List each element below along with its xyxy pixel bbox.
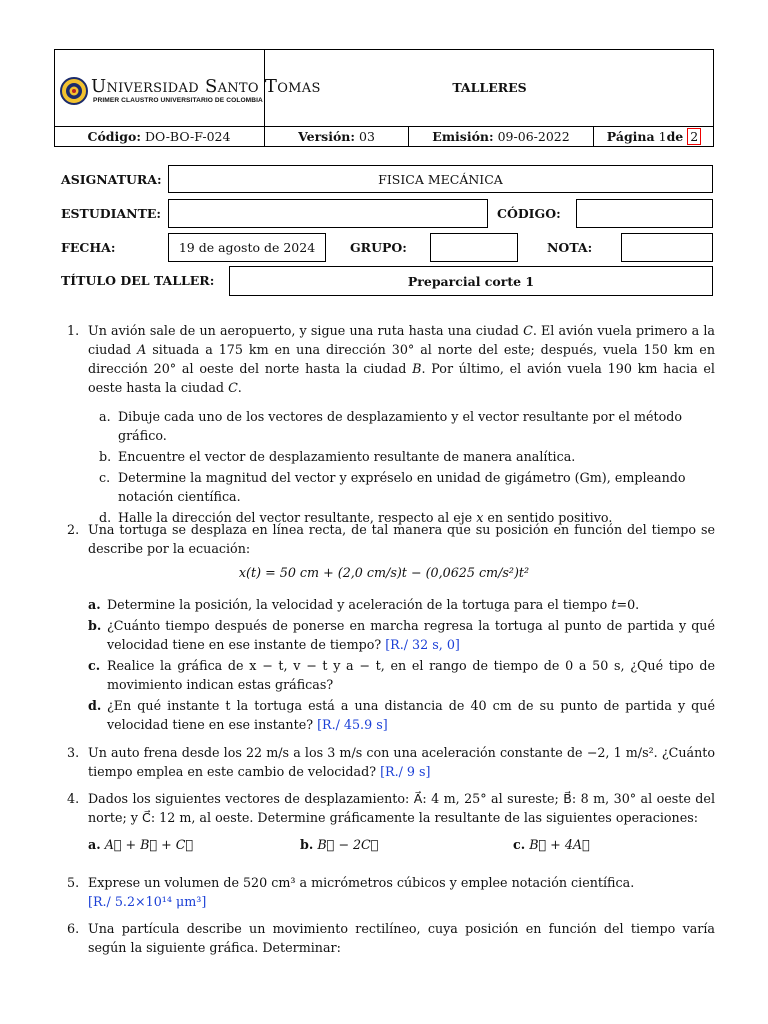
page-total: 2: [687, 128, 701, 145]
question-1-subitems: [99, 407, 715, 527]
question-3: 3. Un auto frena desde los 22 m/s a los 3 m/s con una aceleración constante de −2, 1 m/s². ¿Cuánto tiempo emplea en este cambio de velocidad? [R./ 9 s]: [67, 745, 715, 779]
list-item: a. Dibuje cada uno de los vectores de desplazamiento y el vector resultante por el método gráfico.: [99, 409, 682, 443]
question-4-op-c: c. B⃗ + 4A⃗: [513, 837, 590, 852]
estudiante-label: ESTUDIANTE:: [61, 206, 162, 221]
list-item: c. Determine la magnitud del vector y expréselo en unidad de gigámetro (Gm), empleando notación científica.: [99, 470, 686, 504]
titulo-field: Preparcial corte 1: [229, 266, 713, 296]
emision-cell: Emisión: 09-06-2022: [432, 129, 570, 144]
question-6: 6. Una partícula describe un movimiento rectilíneo, cuya posición en función del tiempo varía según la siguiente gráfica. Determinar:: [67, 921, 715, 955]
version-cell: Versión: 03: [298, 129, 375, 144]
fecha-label: FECHA:: [61, 240, 116, 255]
list-item: b. Encuentre el vector de desplazamiento resultante de manera analítica.: [99, 449, 576, 464]
list-item: b. ¿Cuánto tiempo después de ponerse en marcha regresa la tortuga al punto de partida y qué velocidad tiene en ese instante de tiempo? [R./ 32 s, 0]: [88, 618, 715, 652]
list-item: d. ¿En qué instante t la tortuga está a una distancia de 40 cm de su punto de partida y qué velocidad tiene en ese instante? [R./ 45.9 s]: [88, 698, 715, 732]
estudiante-field[interactable]: [168, 199, 488, 228]
nota-label: NOTA:: [547, 240, 593, 255]
university-name: Universidad Santo Tomas: [91, 76, 321, 97]
question-4-op-a: a. A⃗ + B⃗ + C⃗: [88, 837, 194, 852]
question-5: 5. Exprese un volumen de 520 cm³ a micrómetros cúbicos y emplee notación científica. [R./ 5.2×10¹⁴ μm³]: [67, 875, 635, 909]
grupo-field[interactable]: [430, 233, 518, 262]
question-1-text: Un avión sale de un aeropuerto, y sigue una ruta hasta una ciudad C. El avión vuela primero a la ciudad A situada a 175 km en una dirección 30° al norte del este; después, vuela 150 km en dirección 20° al oeste del norte hasta la ciudad B. Por último, el avión vuela 190 km hacia el oeste hasta la ciudad C.: [88, 323, 715, 395]
university-tagline: PRIMER CLAUSTRO UNIVERSITARIO DE COLOMBIA: [93, 97, 263, 104]
fecha-field: 19 de agosto de 2024: [168, 233, 326, 262]
asignatura-field: FISICA MECÁNICA: [168, 165, 713, 193]
grupo-label: GRUPO:: [350, 240, 407, 255]
question-2-equation: x(t) = 50 cm + (2,0 cm/s)t − (0,0625 cm/s²)t²: [238, 565, 530, 580]
question-4: 4. Dados los siguientes vectores de desplazamiento: A⃗: 4 m, 25° al sureste; B⃗: 8 m, 30° al oeste del norte; y C⃗: 12 m, al oeste. Determine gráficamente la resultante de las siguientes operaciones:: [67, 791, 715, 825]
titulo-label: TÍTULO DEL TALLER:: [61, 273, 215, 288]
question-2: 2. Una tortuga se desplaza en línea recta, de tal manera que su posición en función del tiempo se describe por la ecuación:: [67, 522, 715, 556]
list-item: a. Determine la posición, la velocidad y aceleración de la tortuga para el tiempo t=0.: [88, 597, 640, 612]
codigo-cell: Código: DO-BO-F-024: [87, 129, 231, 144]
pagina-cell: Página 1 de 2: [594, 126, 714, 147]
list-item: c. Realice la gráfica de x − t, v − t y a − t, en el rango de tiempo de 0 a 50 s, ¿Qué tipo de movimiento indican estas gráficas?: [88, 658, 715, 692]
nota-field[interactable]: [621, 233, 713, 262]
codigo-field[interactable]: [576, 199, 713, 228]
university-seal-icon: [60, 77, 88, 105]
question-4-op-b: b. B⃗ − 2C⃗: [300, 837, 379, 852]
list-item: d. Halle la dirección del vector resultante, respecto al eje x en sentido positivo.: [99, 510, 613, 525]
codigo-label: CÓDIGO:: [497, 206, 561, 221]
asignatura-label: ASIGNATURA:: [61, 172, 162, 187]
question-1: 1. Un avión sale de un aeropuerto, y sigue una ruta hasta una ciudad C. El avión vuela primero a la ciudad A situada a 175 km en una dirección 30° al norte del este; después, vuela 150 km en dirección 20° al oeste del norte hasta la ciudad B. Por último, el avión vuela 190 km hacia el oeste hasta la ciudad C.: [67, 323, 715, 395]
question-2-text: Una tortuga se desplaza en línea recta, de tal manera que su posición en función del tiempo se describe por la ecuación:: [88, 522, 715, 556]
document-title: TALLERES: [452, 80, 527, 95]
university-logo: [60, 74, 321, 108]
question-2-subitems: [88, 595, 715, 734]
